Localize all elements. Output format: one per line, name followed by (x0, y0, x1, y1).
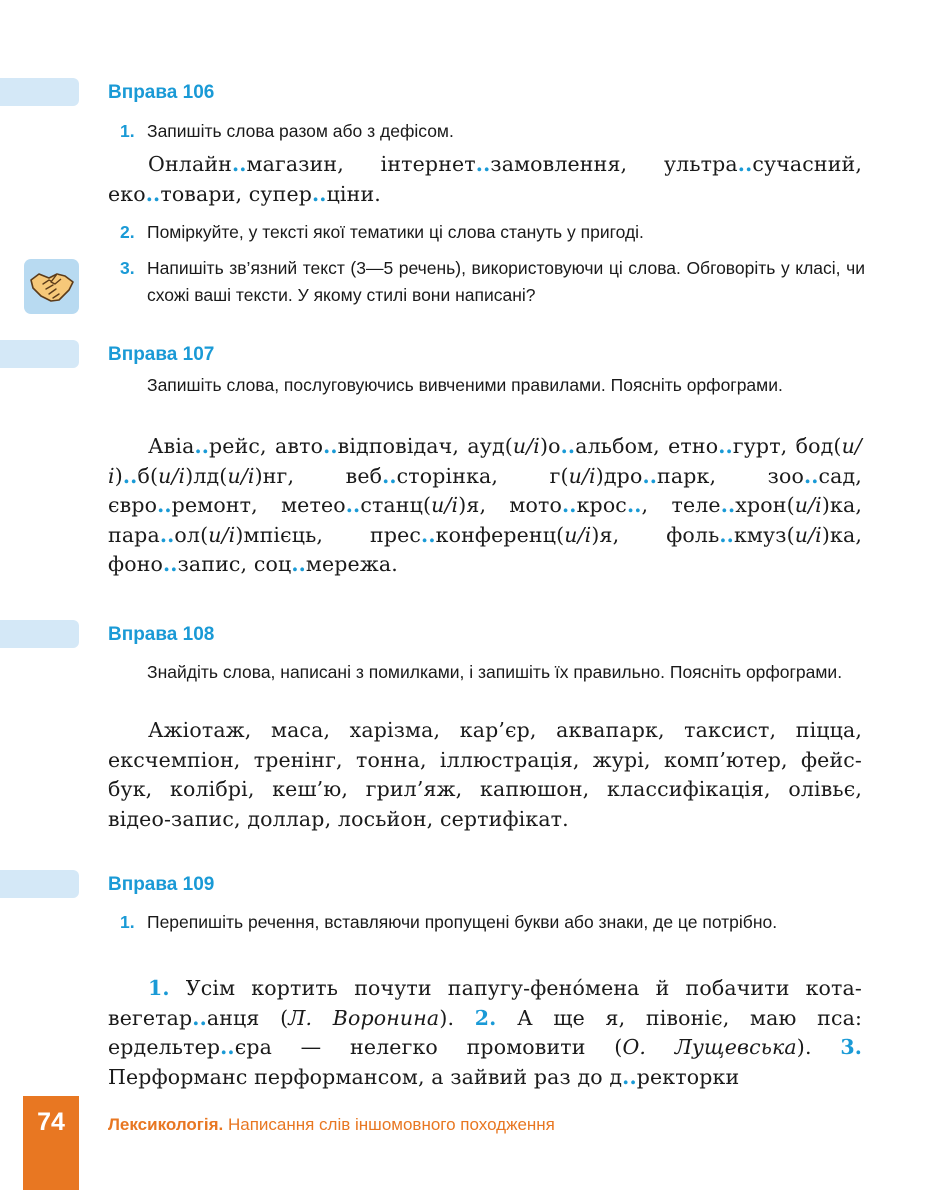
missing-letter-dots: .. (312, 181, 327, 206)
task-number: 1. (120, 121, 135, 141)
italic-text: и/і (431, 493, 459, 517)
missing-letter-dots: .. (626, 493, 642, 517)
footer-topic: Написання слів іншомовного походження (227, 1115, 555, 1134)
running-footer (108, 1115, 555, 1135)
handshake-icon (24, 259, 79, 314)
missing-letter-dots: .. (163, 552, 178, 576)
missing-letter-dots: .. (560, 434, 576, 458)
missing-letter-dots: .. (382, 463, 397, 488)
missing-letter-dots: .. (737, 152, 753, 176)
missing-letter-dots: .. (192, 1005, 207, 1030)
word-list: Ажіотаж, маса, харізма, кар’єр, аквапарк, таксист, піцца, ексчемпіон, тренінг, тонна, іллюстрація, журі, комп’ютер, фейс-бук, колібрі, кеш’ю, грил’яж, капюшон, классифікація, олівьє, відео-запис, доллар, лосьйон, сертифікат. (108, 718, 862, 831)
word-list: Авіа..рейс, авто..відповідач, ауд(и/і)о..альбом, етно..гурт, бод(и/і)..б(и/і)лд(и/і)нг, веб..сторінка, г(и/і)дро..парк, зоо..сад, євро..ремонт, метео..станц(и/і)я, мото..крос.., теле..хрон(и/і)ка, пара..ол(и/і)мпієць, прес..конференц(и/і)я, фоль..кмуз(и/і)ка, фоно..запис, соц..мережа. (108, 434, 863, 576)
italic-text: и/і (512, 434, 540, 458)
missing-letter-dots: .. (145, 181, 161, 206)
missing-letter-dots: .. (122, 463, 138, 488)
task-text: Напишіть зв’язний текст (3—5 речень), використовуючи ці слова. Обговоріть у класі, чи схожі ваші тексти. У якому стилі вони написані? (147, 258, 865, 305)
missing-letter-dots: .. (291, 552, 306, 576)
exercise-107-text (108, 432, 862, 580)
italic-text: и/і (227, 463, 255, 488)
italic-text: и/і (108, 434, 862, 488)
task-text: Перепишіть речення, вставляючи пропущені букви або знаки, де це потрібно. (147, 912, 778, 932)
exercise-108-text (108, 716, 862, 834)
missing-letter-dots: .. (159, 522, 175, 547)
task-number: 2. (120, 222, 135, 242)
missing-letter-dots: .. (718, 434, 733, 458)
missing-letter-dots: .. (345, 493, 361, 517)
missing-letter-dots: .. (323, 434, 338, 458)
exercise-108-instruction: Знайдіть слова, написані з помилками, і запишіть їх правильно. Поясніть орфограми. (147, 662, 843, 682)
exercise-106-text (108, 150, 862, 209)
missing-letter-dots: .. (475, 152, 491, 176)
italic-text: и/і (158, 463, 186, 488)
missing-letter-dots: .. (642, 463, 658, 488)
italic-text: и/і (564, 522, 592, 547)
task-106-2 (120, 219, 865, 246)
missing-letter-dots: .. (157, 493, 172, 517)
section-tab (0, 340, 79, 368)
task-109-1 (120, 909, 865, 936)
word-list: Онлайн..магазин, інтернет..замовлення, ультра..сучасний, еко..товари, супер..ціни. (108, 152, 863, 206)
exercise-title-107: Вправа 107 (108, 344, 215, 365)
sentences: 1. Усім кортить почути папугу-фено́мена й побачити кота-вегетар..анця (Л. Воронина). 2. А ще я, півоніє, маю пса: ердельтер..єра — нелегко промовити (О. Лущевська). 3. Перформанс перформансом, а зайвий раз до д..ректорки (108, 976, 863, 1089)
missing-letter-dots: .. (719, 522, 734, 547)
section-tab (0, 78, 79, 106)
missing-letter-dots: .. (803, 463, 819, 488)
exercise-109-text (108, 974, 862, 1092)
missing-letter-dots: .. (622, 1064, 637, 1089)
italic-text: и/і (568, 463, 596, 488)
missing-letter-dots: .. (720, 493, 736, 517)
task-number: 1. (120, 912, 135, 932)
page-number: 74 (37, 1108, 65, 1136)
italic-text: Л. Воронина (288, 1005, 440, 1030)
missing-letter-dots: .. (194, 434, 210, 458)
missing-letter-dots: .. (231, 152, 247, 176)
sentence-number: 2. (474, 1005, 497, 1030)
exercise-107-instruction: Запишіть слова, послуговуючись вивченими правилами. Поясніть орфограми. (147, 375, 783, 395)
task-text: Поміркуйте, у тексті якої тематики ці слова стануть у пригоді. (147, 222, 644, 242)
italic-text: и/і (794, 522, 822, 547)
italic-text: и/і (794, 493, 822, 517)
italic-text: и/і (208, 522, 236, 547)
task-text: Запишіть слова разом або з дефісом. (147, 121, 454, 141)
task-106-1 (120, 118, 865, 145)
sentence-number: 3. (840, 1035, 863, 1059)
footer-section: Лексикологія. (108, 1115, 224, 1134)
task-number: 3. (120, 258, 135, 278)
missing-letter-dots: .. (421, 522, 436, 547)
exercise-title-108: Вправа 108 (108, 624, 215, 645)
missing-letter-dots: .. (220, 1035, 235, 1059)
exercise-title-109: Вправа 109 (108, 874, 215, 895)
missing-letter-dots: .. (562, 493, 577, 517)
section-tab (0, 620, 79, 648)
section-tab (0, 870, 79, 898)
task-106-3 (120, 255, 865, 309)
italic-text: О. Лущевська (622, 1035, 797, 1059)
sentence-number: 1. (148, 976, 170, 1000)
exercise-title-106: Вправа 106 (108, 82, 215, 103)
